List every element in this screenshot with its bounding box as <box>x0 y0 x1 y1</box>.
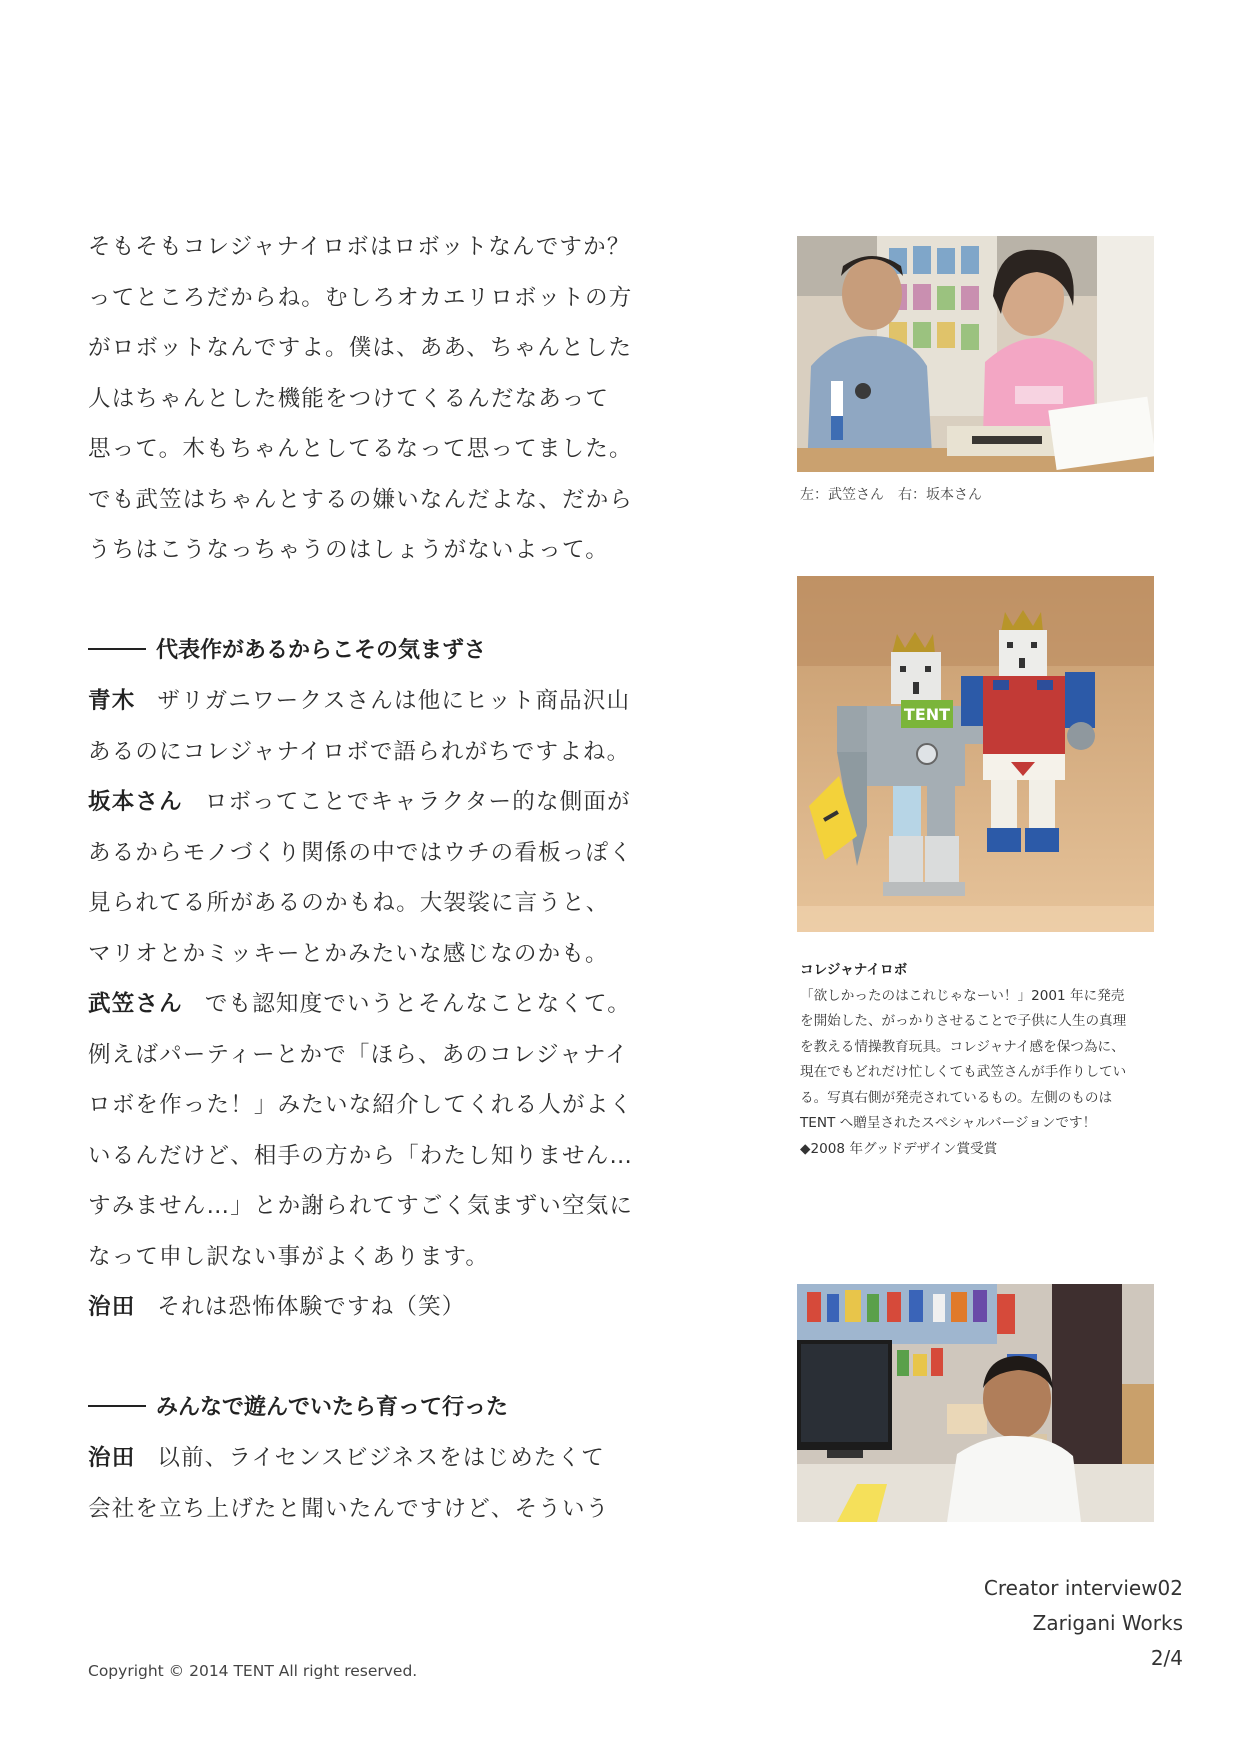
article-body <box>88 222 634 1534</box>
heading-dash <box>88 648 146 650</box>
caption-title: コレジャナイロボ <box>800 962 908 978</box>
dialogue-line: 武笠さん でも認知度でいうとそんなことなくて。 <box>88 991 631 1017</box>
caption-line: を開始した、がっかりさせることで子供に人生の真理 <box>800 1013 1127 1029</box>
dialogue-line: あるからモノづくり関係の中ではウチの看板っぽく <box>88 839 633 866</box>
dialogue-line: すみません…」とか謝られてすごく気まずい空気に <box>88 1193 634 1219</box>
robot-badge-text: TENT <box>903 705 951 724</box>
dialogue-line: 会社を立ち上げたと聞いたんですけど、そういう <box>88 1495 610 1522</box>
photo-studio <box>797 1284 1154 1522</box>
speaker-name: 治田 <box>88 1294 136 1320</box>
text-line: そもそもコレジャナイロボはロボットなんですか？ <box>88 234 631 260</box>
speaker-name: 治田 <box>88 1445 136 1471</box>
caption-line: ◆2008 年グッドデザイン賞受賞 <box>800 1140 998 1157</box>
dialogue-line: 治田 以前、ライセンスビジネスをはじめたくて <box>88 1445 606 1471</box>
dialogue-line: あるのにコレジャナイロボで語られがちですよね。 <box>88 738 631 765</box>
footer-series: Creator interview02 <box>983 1576 1183 1600</box>
caption-line: を教える情操教育玩具。コレジャナイ感を保つ為に、 <box>800 1038 1125 1055</box>
page-number: 2/4 <box>1150 1646 1183 1670</box>
dialogue-line: 青木 ザリガニワークスさんは他にヒット商品沢山 <box>88 688 631 714</box>
photo-interview <box>797 236 1154 472</box>
dialogue-line: 見られてる所があるのかもね。大袈裟に言うと、 <box>88 890 610 916</box>
speaker-name: 青木 <box>88 688 136 714</box>
dialogue-line: 治田 それは恐怖体験ですね（笑） <box>88 1294 466 1320</box>
text-line: 思って。木もちゃんとしてるなって思ってました。 <box>88 436 633 462</box>
speaker-name: 坂本さん <box>88 789 183 815</box>
photo-robots <box>797 576 1154 932</box>
dialogue-section-1 <box>88 676 634 1333</box>
dialogue-line: 坂本さん ロボってことでキャラクター的な側面が <box>88 789 631 815</box>
section-heading: みんなで遊んでいたら育って行った <box>88 1383 628 1434</box>
caption-line: TENT へ贈呈されたスペシャルバージョンです！ <box>800 1115 1097 1131</box>
robot-caption <box>800 958 1165 1162</box>
photo-caption: 左：武笠さん 右：坂本さん <box>800 487 982 503</box>
text-line: がロボットなんですよ。僕は、ああ、ちゃんとした <box>88 335 633 361</box>
dialogue-section-2 <box>88 1433 628 1534</box>
text-line: うちはこうなっちゃうのはしょうがないよって。 <box>88 537 609 563</box>
dialogue-line: マリオとかミッキーとかみたいな感じなのかも。 <box>88 940 609 967</box>
intro-paragraph <box>88 222 634 576</box>
copyright: Copyright © 2014 TENT All right reserved. <box>88 1662 418 1680</box>
text-line: でも武笠はちゃんとするの嫌いなんだよな、だから <box>88 486 634 513</box>
speaker-name: 武笠さん <box>88 991 183 1017</box>
text-line: ってところだからね。むしろオカエリロボットの方 <box>88 284 633 311</box>
dialogue-line: いるんだけど、相手の方から「わたし知りません… <box>88 1142 634 1169</box>
caption-line: る。写真右側が発売されているもの。左側のものは <box>800 1089 1113 1106</box>
dialogue-line: 例えばパーティーとかで「ほら、あのコレジャナイ <box>88 1041 629 1068</box>
caption-line: 「欲しかったのはこれじゃなーい！」2001 年に発売 <box>800 987 1125 1004</box>
section-heading: 代表作があるからこその気まずさ <box>88 626 628 677</box>
footer-creator-name: Zarigani Works <box>1032 1611 1183 1635</box>
dialogue-line: ロボを作った！」みたいな紹介してくれる人がよく <box>88 1092 634 1118</box>
text-line: 人はちゃんとした機能をつけてくるんだなあって <box>88 385 610 412</box>
dialogue-line: なって申し訳ない事がよくあります。 <box>88 1243 490 1270</box>
caption-line: 現在でもどれだけ忙しくても武笠さんが手作りしてい <box>800 1064 1127 1080</box>
heading-dash <box>88 1405 146 1407</box>
